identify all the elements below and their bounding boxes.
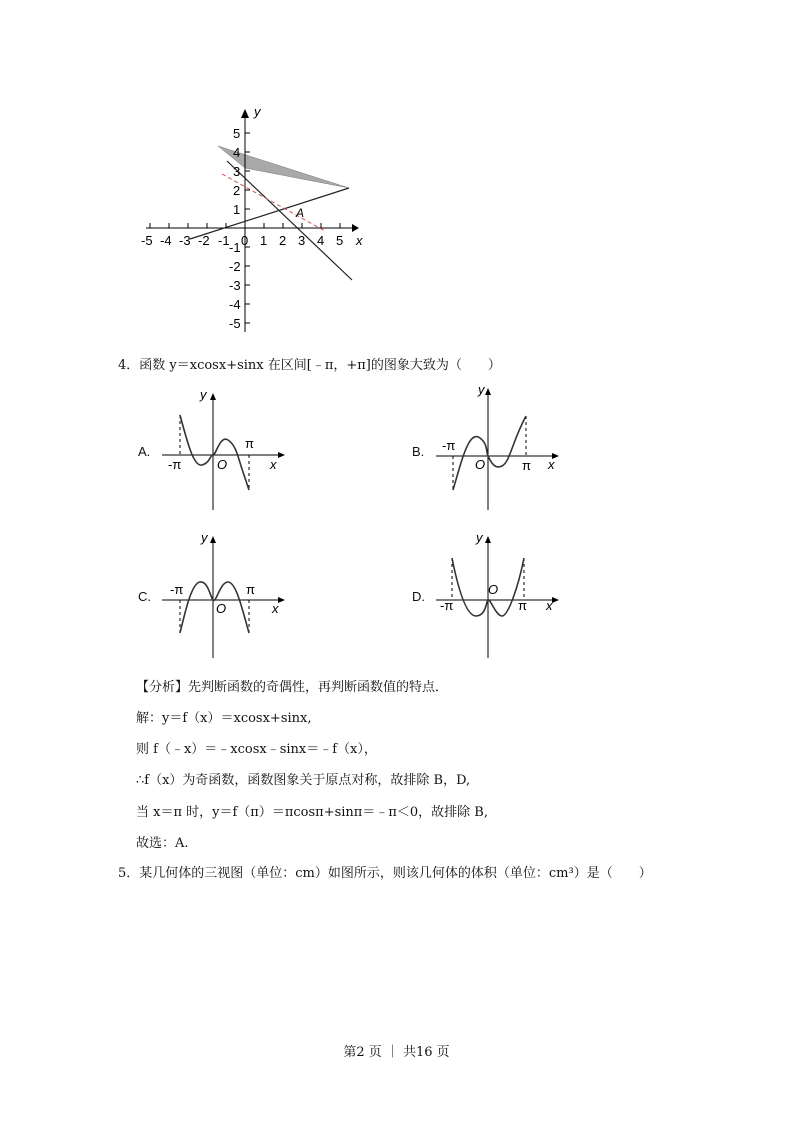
x-tick: 2 <box>279 233 287 248</box>
x-tick: -1 <box>218 233 230 248</box>
y-tick: -1 <box>229 240 241 255</box>
analysis-line-3: 则 f（﹣x）＝﹣xcosx﹣sinx＝﹣f（x）， <box>136 742 377 757</box>
option-b-graph <box>432 380 562 515</box>
linear-programming-figure <box>130 100 380 340</box>
question-4-text: 4．函数 y＝xcosx+sinx 在区间[﹣π，+π]的图象大致为（ ） <box>118 358 501 373</box>
x-tick: -5 <box>141 233 153 248</box>
origin-label: O <box>475 457 486 472</box>
x-tick: 5 <box>336 233 344 248</box>
origin-label: O <box>488 582 499 597</box>
y-tick: -5 <box>229 316 241 331</box>
option-d-letter: D. <box>412 589 425 604</box>
pi-label: π <box>246 582 255 597</box>
page-footer: 第2 页 ｜ 共16 页 <box>343 1045 450 1060</box>
analysis-line-5: 当 x＝π 时，y＝f（π）＝πcosπ+sinπ＝﹣π＜0，故排除 B, <box>136 805 488 820</box>
y-axis-label: y <box>254 104 261 119</box>
neg-pi-label: -π <box>170 582 184 597</box>
curve-b <box>453 416 526 490</box>
x-tick: -2 <box>198 233 210 248</box>
analysis-line-6: 故选：A. <box>136 836 189 851</box>
analysis-line-2: 解：y＝f（x）＝xcosx+sinx, <box>136 711 312 726</box>
y-tick: 5 <box>233 126 241 141</box>
analysis-line-4: ∴f（x）为奇函数，函数图象关于原点对称，故排除 B，D, <box>136 773 471 788</box>
origin-label: O <box>216 601 227 616</box>
neg-pi-label: -π <box>442 438 456 453</box>
y-tick: -3 <box>229 278 241 293</box>
x-tick: 3 <box>298 233 306 248</box>
y-tick: 3 <box>233 164 241 179</box>
option-c-graph <box>158 528 288 663</box>
y-tick: -4 <box>229 297 241 312</box>
analysis-line-1: 【分析】先判断函数的奇偶性，再判断函数值的特点． <box>136 680 449 695</box>
x-tick: -4 <box>160 233 172 248</box>
option-b-letter: B. <box>412 444 425 459</box>
curve-a <box>180 415 249 490</box>
x-tick: 1 <box>260 233 268 248</box>
point-a-label: A <box>296 206 305 220</box>
option-c-letter: C. <box>138 589 151 604</box>
x-tick: -3 <box>179 233 191 248</box>
x-label: x <box>270 457 277 472</box>
y-tick: -2 <box>229 259 241 274</box>
x-label: x <box>272 601 279 616</box>
x-tick: 4 <box>317 233 325 248</box>
question-5-text: 5．某几何体的三视图（单位：cm）如图所示，则该几何体的体积（单位：cm³）是（ ） <box>118 866 652 881</box>
x-tick: 0 <box>241 233 249 248</box>
pi-label: π <box>245 436 254 451</box>
y-tick: 2 <box>233 183 241 198</box>
origin-label: O <box>217 457 228 472</box>
option-d-graph <box>432 528 562 663</box>
x-label: x <box>546 598 553 613</box>
y-tick: 4 <box>233 145 241 160</box>
line-2 <box>190 188 349 239</box>
y-label: y <box>201 530 208 545</box>
y-label: y <box>478 382 485 397</box>
neg-pi-label: -π <box>168 457 182 472</box>
option-a-graph <box>158 385 288 515</box>
curve-c <box>180 582 249 633</box>
pi-label: π <box>518 598 527 613</box>
option-a-letter: A. <box>138 444 151 459</box>
y-label: y <box>200 387 207 402</box>
neg-pi-label: -π <box>440 598 454 613</box>
x-label: x <box>548 457 555 472</box>
x-axis-label: x <box>356 233 363 248</box>
pi-label: π <box>522 458 531 473</box>
y-label: y <box>476 530 483 545</box>
y-tick: 1 <box>233 202 241 217</box>
